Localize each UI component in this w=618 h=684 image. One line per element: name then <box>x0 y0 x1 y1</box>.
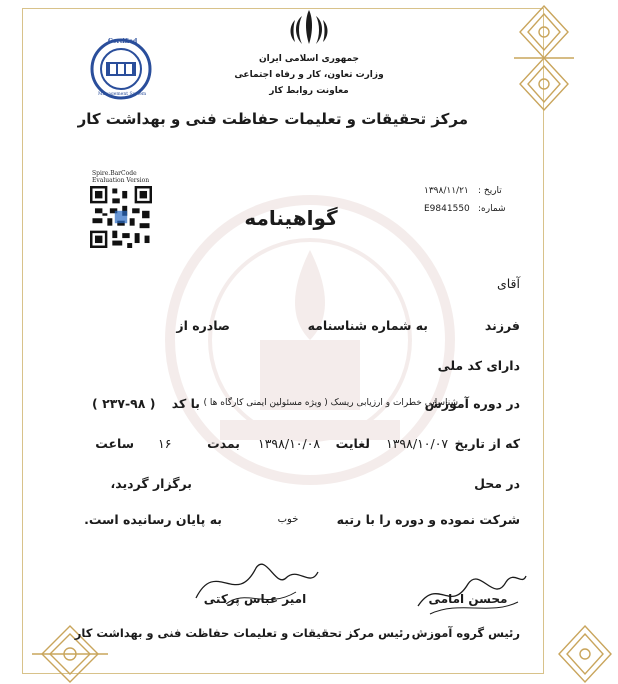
qr-code-icon <box>90 186 152 248</box>
from-date-value: ۱۳۹۸/۱۰/۰۷ <box>386 436 449 451</box>
left-signer-name: امیر عباس پرکتی <box>203 592 307 606</box>
national-code-label: دارای کد ملی <box>437 358 520 373</box>
code-value: ( ۲۳۷-۹۸ ) <box>92 396 156 411</box>
completed-text: به پایان رسانیده است. <box>84 512 222 527</box>
to-value: ۱۳۹۸/۱۰/۰۸ <box>258 436 321 451</box>
code-label: با کد <box>171 396 200 411</box>
left-signer-title: رئیس مرکز تحقیقات و تعلیمات حفاظت فنی و بهداشت کار <box>74 626 410 640</box>
rank-label: شرکت نموده و دوره را با رتبه <box>336 512 520 527</box>
place-label: در محل <box>474 476 520 491</box>
held-text: برگزار گردید، <box>110 476 192 491</box>
to-label: لغایت <box>335 436 370 451</box>
iran-emblem-icon <box>284 8 334 48</box>
duration-label: بمدت <box>207 436 240 451</box>
issued-from-label: صادره از <box>176 318 230 333</box>
header-line-1: جمهوری اسلامی ایران <box>258 54 360 64</box>
hours-label: ساعت <box>95 436 134 451</box>
duration-value: ۱۶ <box>158 436 172 451</box>
number-value: E9841550 <box>424 204 470 214</box>
number-label: شماره: <box>478 204 506 214</box>
header-line-3: معاونت روابط کار <box>269 86 349 96</box>
seal-top-text: Certified <box>108 38 138 45</box>
signature-left-icon <box>186 548 326 618</box>
rank-value: خوب <box>277 514 299 525</box>
from-date-label: که از تاریخ <box>454 436 520 451</box>
course-value: شناسایی خطرات و ارزیابی ریسک ( ویژه مسئولین ایمنی کارگاه ها ) <box>203 398 458 408</box>
seal-bottom-text: Management System <box>98 92 147 97</box>
signature-right-icon <box>410 556 530 622</box>
id-number-label: به شماره شناسنامه <box>307 318 428 333</box>
right-signer-name: محسن امامی <box>428 592 508 606</box>
ornament-bottom-right-icon <box>555 622 615 684</box>
barcode-label-1: Spire.BarCode <box>92 170 137 177</box>
date-value: ۱۳۹۸/۱۱/۲۱ <box>424 186 469 196</box>
mr-label: آقای <box>496 276 520 291</box>
certificate-title: گواهینامه <box>244 206 338 230</box>
center-title: مرکز تحقیقات و تعلیمات حفاظت فنی و بهداشت کار <box>77 110 468 128</box>
certification-seal-icon <box>90 38 152 100</box>
barcode-label-2: Evaluation Version <box>92 177 150 184</box>
header-line-2: وزارت تعاون، کار و رفاه اجتماعی <box>234 70 384 80</box>
ornament-top-right-icon <box>508 4 580 112</box>
right-signer-title: رئیس گروه آموزش <box>411 626 520 640</box>
course-label: در دوره آموزش <box>424 396 520 411</box>
date-label: تاریخ : <box>478 186 502 196</box>
son-of-label: فرزند <box>484 318 520 333</box>
